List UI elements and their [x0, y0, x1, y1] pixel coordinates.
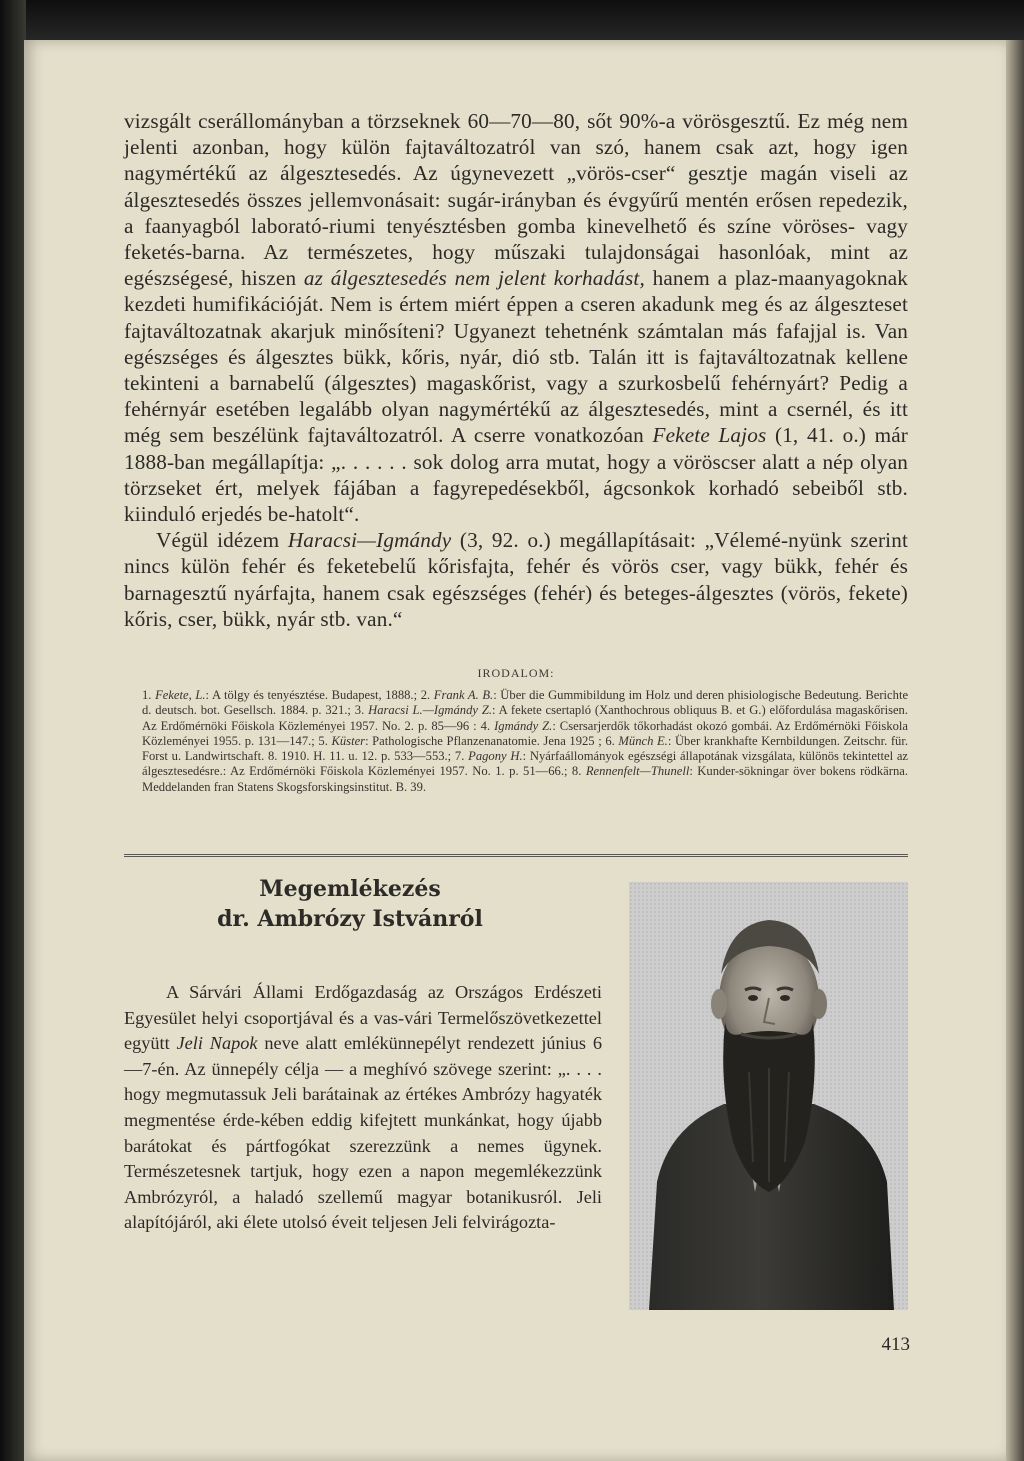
article-title-line-2: dr. Ambrózy Istvánról: [217, 906, 483, 932]
body-paragraph: [124, 527, 908, 632]
article-title: [180, 874, 520, 934]
page-right-edge: [1006, 40, 1024, 1461]
italic-text-run: Pagony H.: [468, 749, 523, 764]
article-paragraph: [124, 980, 602, 1236]
article-title-line-1: Megemlékezés: [259, 876, 441, 902]
main-body-text: [124, 108, 908, 632]
portrait-photo: [629, 882, 908, 1310]
page-number: 413: [881, 1334, 910, 1355]
italic-text-run: Münch E.: [618, 733, 668, 748]
text-run: (1, 41. o.) már 1888-ban megállapítja: „. . . . . . sok dolog arra mutat, hogy a vöröscser alatt a nép olyan törzseket ért, melyek fájában a fagyrepedésekből, ágcsonkok korhadó sebeiből stb. kiinduló erjedés be-hatolt“.: [124, 423, 908, 527]
text-run: : Über krankhafte Kernbildungen. Zeitschr. für. Forst u. Landwirtschaft. 8. 1910. H. 11. u. 12. p. 533—553.; 7.: [142, 733, 908, 764]
text-run: : Csersarjerdők tőkorhadást okozó gombái. Az Erdőmérnöki Főiskola Közleményei 1955. p. 131—147.; 5.: [142, 718, 908, 748]
italic-text-run: Jeli Napok: [176, 1033, 258, 1054]
italic-text-run: Küster: [331, 733, 366, 748]
references-list: [142, 688, 908, 795]
body-paragraph: [124, 108, 908, 527]
text-run: : A tölgy és tenyésztése. Budapest, 1888.; 2.: [205, 688, 434, 702]
text-run: : Nyárfaállományok egészségi állapotának vizsgálata, különös tekintettel az álgesztesedésre.: Az Erdőmérnöki Főiskola Közleményei 1957. No. 1. p. 51—66.; 8.: [142, 749, 908, 779]
text-run: : Pathologische Pflanzenanatomie. Jena 1925 ; 6.: [365, 733, 619, 748]
text-run: hanem a plaz-maanyagoknak kezdeti humifikációját. Nem is értem miért éppen a cseren akadunk meg és az álgeszteset fajtaváltozatnak akarjuk minősíteni? Ugyanezt tehetnénk számtalan más fafajjal is. Van egészséges és álgesztes bükk, kőris, nyár, dió stb. Talán itt is fajtaváltozatnak kellene tekinteni a barnabelű (álgesztes) magaskőrist, vagy a szurkosbelű fehérnyárt? Pedig a fehérnyár esetében legalább olyan nagymértékű az álgesztesedés, mint a csernél, és itt még sem beszélünk fajtaváltozatról. A cserre vonatkozóan: [124, 266, 909, 448]
italic-text-run: Haracsi—Igmándy: [287, 528, 452, 553]
text-run: : Kunder-sökningar över bokens rödkärna. Meddelanden fran Statens Skogsforskingsinstitut. B. 39.: [142, 764, 908, 794]
portrait-image: [629, 882, 908, 1310]
italic-text-run: Frank A. B.: [433, 688, 494, 702]
italic-text-run: Igmándy Z.: [494, 718, 553, 733]
references-heading: IRODALOM:: [477, 666, 555, 680]
italic-text-run: az álgesztesedés nem jelent korhadást,: [303, 266, 645, 291]
text-run: : A fekete csertapló (Xanthochrous obliquus B. et G.) előfordulása magaskőrisen. Az Erdőmérnöki Főiskola Közleményei 1957. No. 2. p. 85—96 : 4.: [142, 703, 909, 733]
italic-text-run: Fekete Lajos: [652, 423, 767, 448]
article-body-text: [124, 980, 602, 1236]
text-run: vizsgált cserállományban a törzseknek 60—70—80, sőt 90%-a vörösgesztű. Ez még nem jelenti azonban, hogy külön fajtaváltozatról van szó, hanem csak azt, hogy igen nagymértékű az álgesztesedés. Az úgynevezett „vörös-cser“ gesztje magán viseli az álgesztesedés összes jellemvonásait: sugár-irányban és évgyűrű mentén erősen repedezik, a faanyagból laborató-riumi tenyésztésben gomba kinevelhető és színe vöröses- vagy feketés-barna. Az természetes, hogy műszaki tulajdonságai hasonlóak, mint az egészségesé, hiszen: [124, 109, 908, 291]
italic-text-run: Rennenfelt—Thunell: [585, 764, 690, 779]
italic-text-run: Haracsi L.—Igmándy Z.: [368, 703, 492, 718]
text-run: Végül idézem: [156, 528, 288, 553]
text-run: neve alatt emlékünnepélyt rendezett június 6—7-én. Az ünnepély célja — a meghívó szövege szerint: „. . . . hogy megmutassuk Jeli barátainak az értékes Ambrózy hagyaték megmentése érde-kében eddig kifejtett munkánkat, hogy újabb barátokat és pártfogókat szerezzünk a nemes ügynek. Természetesnek tartjuk, hogy ezen a napon megemlékezzünk Ambrózyról, a haladó szellemű magyar botanikusról. Jeli alapítójáról, aki élete utolsó éveit teljesen Jeli felvirágozta-: [124, 1033, 603, 1233]
text-run: 1.: [142, 688, 156, 702]
text-run: (3, 92. o.) megállapításait: „Vélemé-nyünk szerint nincs külön fehér és feketebelű kőrisfajta, fehér és vörös cser, vagy bükk, fehér és barnagesztű nyárfajta, hanem csak egészséges (fehér) és beteges-álgesztes (vörös, fekete) kőris, cser, bükk, nyár stb. van.“: [124, 528, 908, 631]
italic-text-run: Fekete, L.: [155, 688, 206, 702]
text-run: A Sárvári Állami Erdőgazdaság az Országos Erdészeti Egyesület helyi csoportjával és a vas-vári Termelőszövetkezettel együtt: [124, 982, 602, 1054]
scan-left-border: [0, 0, 26, 1461]
text-run: : Über die Gummibildung im Holz und deren phisiologische Bedeutung. Berichte d. deutsch. bot. Gesellsch. 1884. p. 321.; 3.: [142, 688, 909, 718]
section-divider: [124, 854, 908, 857]
